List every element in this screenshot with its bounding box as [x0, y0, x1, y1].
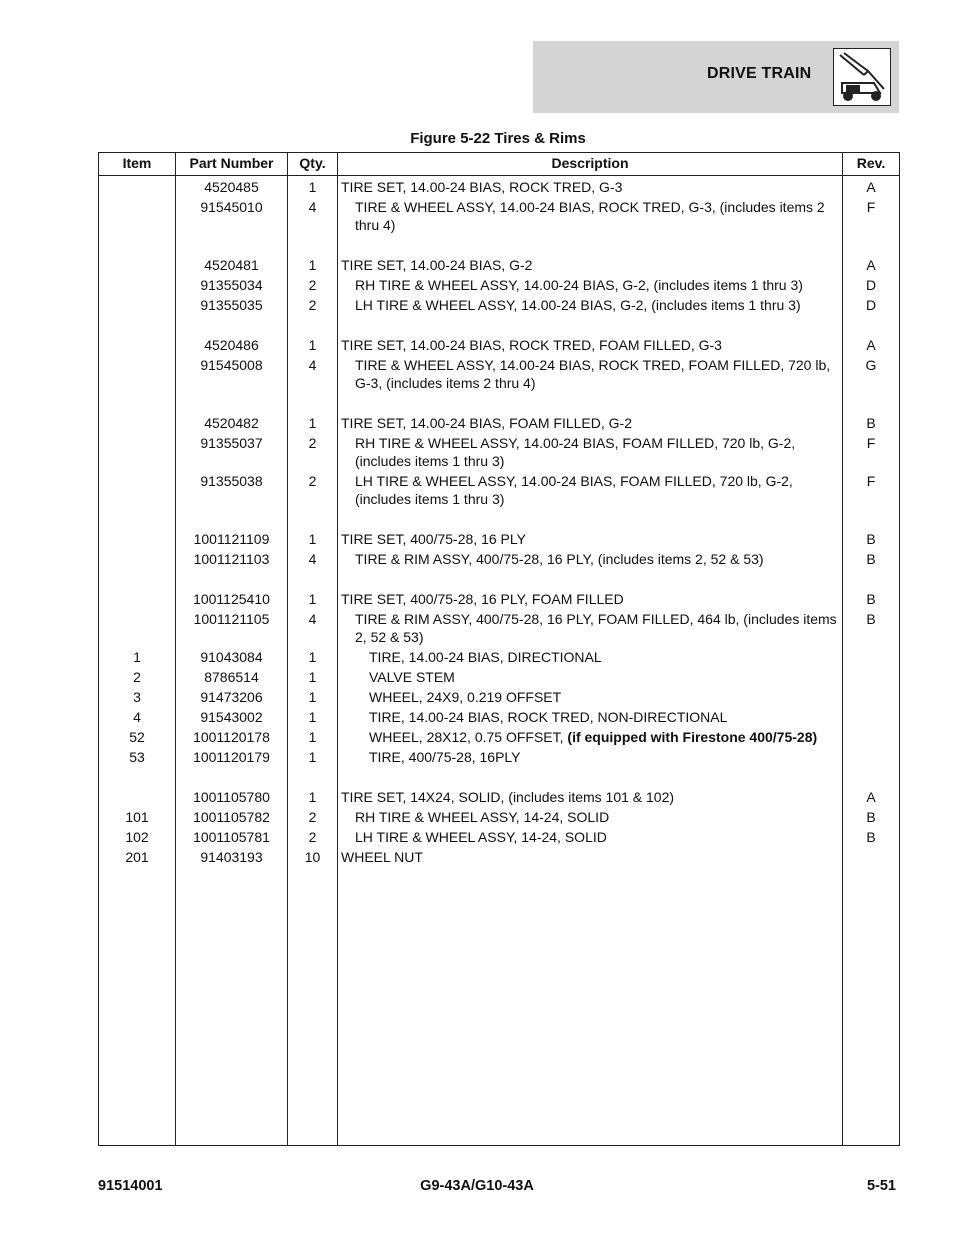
- part-number-cell: 4520486: [204, 337, 259, 353]
- row-spacer: [288, 571, 337, 591]
- description-cell: LH TIRE & WHEEL ASSY, 14-24, SOLID: [355, 829, 607, 845]
- qty-cell: 1: [308, 729, 317, 745]
- description-column: [338, 176, 843, 1146]
- qty-cell: 1: [308, 179, 317, 195]
- description-cell: RH TIRE & WHEEL ASSY, 14-24, SOLID: [355, 809, 610, 825]
- row-spacer: [99, 317, 175, 337]
- qty-cell: 1: [308, 531, 317, 547]
- row-spacer: [338, 317, 842, 337]
- qty-cell: 2: [308, 297, 317, 313]
- description-cell: TIRE & WHEEL ASSY, 14.00-24 BIAS, ROCK TRED, FOAM FILLED, 720 lb, G-3, (includes items 2 thru 4): [355, 357, 831, 391]
- part-number-cell: 4520481: [204, 257, 259, 273]
- description-cell: TIRE & RIM ASSY, 400/75-28, 16 PLY, FOAM FILLED, 464 lb, (includes items 2, 52 & 53): [355, 611, 837, 645]
- part-number-cell: 4520485: [204, 179, 259, 195]
- row-spacer: [176, 511, 287, 531]
- item-cell: 3: [133, 689, 141, 705]
- row-spacer: [338, 237, 842, 257]
- description-cell: TIRE SET, 14X24, SOLID, (includes items 101 & 102): [341, 789, 675, 805]
- row-spacer: [176, 769, 287, 789]
- part-number-cell: 91355037: [200, 435, 263, 451]
- rev-column: [843, 176, 900, 1146]
- item-cell: [99, 473, 175, 511]
- qty-cell: 10: [304, 849, 321, 865]
- qty-cell: 4: [308, 551, 317, 567]
- part-number-cell: 1001105780: [193, 789, 270, 805]
- part-number-cell: 91355038: [200, 473, 263, 489]
- row-spacer: [288, 511, 337, 531]
- column-header-item: Item: [99, 153, 176, 176]
- part-number-cell: 1001120179: [193, 749, 270, 765]
- part-number-cell: 1001125410: [193, 591, 270, 607]
- rev-cell: D: [865, 297, 877, 313]
- forklift-icon: [833, 48, 891, 106]
- item-cell: 2: [133, 669, 141, 685]
- item-cell: 201: [125, 849, 149, 865]
- row-spacer: [176, 237, 287, 257]
- part-number-cell: 91545010: [200, 199, 263, 215]
- row-spacer: [176, 571, 287, 591]
- description-cell: TIRE SET, 14.00-24 BIAS, ROCK TRED, G-3: [341, 179, 623, 195]
- description-cell: WHEEL, 24X9, 0.219 OFFSET: [369, 689, 562, 705]
- rev-cell: A: [866, 789, 876, 805]
- description-cell: TIRE SET, 14.00-24 BIAS, G-2: [341, 257, 533, 273]
- row-spacer: [338, 511, 842, 531]
- rev-cell: B: [866, 611, 876, 627]
- rev-cell: [843, 689, 899, 709]
- item-cell: [99, 337, 175, 357]
- description-cell: TIRE & WHEEL ASSY, 14.00-24 BIAS, ROCK TRED, G-3, (includes items 2 thru 4): [355, 199, 825, 233]
- item-cell: [99, 357, 175, 395]
- description-cell: TIRE SET, 14.00-24 BIAS, ROCK TRED, FOAM FILLED, G-3: [341, 337, 722, 353]
- item-cell: [99, 611, 175, 649]
- qty-cell: 1: [308, 749, 317, 765]
- part-number-cell: 1001120178: [193, 729, 270, 745]
- item-column: [99, 176, 176, 1146]
- part-number-column: [176, 176, 288, 1146]
- qty-cell: 1: [308, 689, 317, 705]
- rev-cell: F: [866, 199, 876, 215]
- item-cell: [99, 199, 175, 237]
- row-spacer: [288, 769, 337, 789]
- rev-cell: [843, 669, 899, 689]
- item-cell: [99, 179, 175, 199]
- rev-cell: G: [865, 357, 877, 373]
- column-header-description: Description: [338, 153, 843, 176]
- qty-cell: 1: [308, 337, 317, 353]
- qty-cell: 1: [308, 257, 317, 273]
- rev-cell: [843, 849, 899, 869]
- rev-cell: [843, 649, 899, 669]
- row-spacer: [288, 395, 337, 415]
- description-cell: TIRE, 14.00-24 BIAS, ROCK TRED, NON-DIRECTIONAL: [369, 709, 728, 725]
- part-number-cell: 1001105781: [193, 829, 270, 845]
- row-spacer: [99, 237, 175, 257]
- figure-title: Figure 5-22 Tires & Rims: [410, 130, 586, 147]
- part-number-cell: 91403193: [200, 849, 263, 865]
- item-cell: 101: [125, 809, 149, 825]
- row-spacer: [843, 511, 899, 531]
- row-spacer: [99, 511, 175, 531]
- row-spacer: [288, 237, 337, 257]
- rev-cell: A: [866, 179, 876, 195]
- column-header-part-number: Part Number: [176, 153, 288, 176]
- item-cell: 52: [129, 729, 145, 745]
- qty-cell: 1: [308, 789, 317, 805]
- rev-cell: D: [865, 277, 877, 293]
- table-header-row: [99, 153, 900, 176]
- description-cell: TIRE SET, 400/75-28, 16 PLY: [341, 531, 526, 547]
- row-spacer: [288, 317, 337, 337]
- qty-cell: 1: [308, 669, 317, 685]
- rev-cell: B: [866, 551, 876, 567]
- description-cell: RH TIRE & WHEEL ASSY, 14.00-24 BIAS, G-2, (includes items 1 thru 3): [355, 277, 803, 293]
- part-number-cell: 1001121103: [193, 551, 270, 567]
- item-cell: [99, 435, 175, 473]
- qty-cell: 1: [308, 591, 317, 607]
- row-spacer: [843, 237, 899, 257]
- rev-cell: [843, 729, 899, 749]
- rev-cell: [843, 749, 899, 769]
- item-cell: 4: [133, 709, 141, 725]
- qty-cell: 1: [308, 649, 317, 665]
- description-cell: TIRE, 14.00-24 BIAS, DIRECTIONAL: [369, 649, 602, 665]
- row-spacer: [99, 395, 175, 415]
- footer-part-number: 91514001: [98, 1178, 163, 1194]
- rev-cell: B: [866, 591, 876, 607]
- item-cell: [99, 789, 175, 809]
- item-cell: [99, 415, 175, 435]
- qty-cell: 2: [308, 277, 317, 293]
- rev-cell: A: [866, 337, 876, 353]
- qty-cell: 2: [308, 435, 317, 451]
- description-cell: VALVE STEM: [369, 669, 455, 685]
- row-spacer: [843, 571, 899, 591]
- row-spacer: [338, 769, 842, 789]
- rev-cell: A: [866, 257, 876, 273]
- qty-cell: 1: [308, 415, 317, 431]
- part-number-cell: 91355034: [200, 277, 263, 293]
- section-title: DRIVE TRAIN: [707, 65, 812, 82]
- description-cell: LH TIRE & WHEEL ASSY, 14.00-24 BIAS, FOAM FILLED, 720 lb, G-2, (includes items 1 thru 3): [355, 473, 793, 507]
- description-note: (if equipped with Firestone 400/75-28): [567, 729, 818, 745]
- rev-cell: [843, 709, 899, 729]
- row-spacer: [843, 317, 899, 337]
- part-number-cell: 1001121109: [193, 531, 270, 547]
- qty-cell: 4: [308, 611, 317, 627]
- part-number-cell: 91473206: [200, 689, 263, 705]
- table-body: [99, 176, 900, 1146]
- qty-cell: 2: [308, 829, 317, 845]
- part-number-cell: 1001105782: [193, 809, 270, 825]
- part-number-cell: 4520482: [204, 415, 259, 431]
- description-cell: TIRE & RIM ASSY, 400/75-28, 16 PLY, (includes items 2, 52 & 53): [355, 551, 764, 567]
- qty-cell: 1: [308, 709, 317, 725]
- column-header-qty: Qty.: [288, 153, 338, 176]
- row-spacer: [843, 769, 899, 789]
- row-spacer: [338, 395, 842, 415]
- qty-cell: 4: [308, 357, 317, 373]
- description-cell: TIRE, 400/75-28, 16PLY: [369, 749, 521, 765]
- footer-model: G9-43A/G10-43A: [420, 1178, 534, 1194]
- description-cell: LH TIRE & WHEEL ASSY, 14.00-24 BIAS, G-2, (includes items 1 thru 3): [355, 297, 801, 313]
- description-text: WHEEL, 28X12, 0.75 OFFSET,: [369, 729, 568, 745]
- qty-cell: 2: [308, 473, 317, 489]
- description-cell: RH TIRE & WHEEL ASSY, 14.00-24 BIAS, FOAM FILLED, 720 lb, G-2, (includes items 1 thru 3): [355, 435, 796, 469]
- rev-cell: B: [866, 415, 876, 431]
- item-cell: 53: [129, 749, 145, 765]
- item-cell: [99, 257, 175, 277]
- description-cell: [338, 729, 842, 749]
- item-cell: [99, 551, 175, 571]
- description-cell: TIRE SET, 400/75-28, 16 PLY, FOAM FILLED: [341, 591, 624, 607]
- qty-cell: 2: [308, 809, 317, 825]
- description-cell: TIRE SET, 14.00-24 BIAS, FOAM FILLED, G-2: [341, 415, 632, 431]
- row-spacer: [843, 395, 899, 415]
- part-number-cell: 91355035: [200, 297, 263, 313]
- part-number-cell: 1001121105: [193, 611, 270, 627]
- rev-cell: B: [866, 531, 876, 547]
- part-number-cell: 91543002: [200, 709, 263, 725]
- footer-page-number: 5-51: [866, 1178, 896, 1194]
- part-number-cell: 91545008: [200, 357, 263, 373]
- item-cell: 1: [133, 649, 141, 665]
- rev-cell: B: [866, 809, 876, 825]
- row-spacer: [99, 571, 175, 591]
- item-cell: [99, 531, 175, 551]
- description-cell: WHEEL NUT: [341, 849, 423, 865]
- column-header-rev: Rev.: [843, 153, 900, 176]
- part-number-cell: 8786514: [204, 669, 259, 685]
- item-cell: 102: [125, 829, 149, 845]
- part-number-cell: 91043084: [200, 649, 263, 665]
- qty-cell: 4: [308, 199, 317, 215]
- parts-table: [98, 152, 900, 1146]
- item-cell: [99, 297, 175, 317]
- row-spacer: [176, 395, 287, 415]
- item-cell: [99, 591, 175, 611]
- item-cell: [99, 277, 175, 297]
- rev-cell: F: [866, 435, 876, 451]
- row-spacer: [338, 571, 842, 591]
- row-spacer: [176, 317, 287, 337]
- rev-cell: B: [866, 829, 876, 845]
- qty-column: [288, 176, 338, 1146]
- rev-cell: F: [866, 473, 876, 489]
- row-spacer: [99, 769, 175, 789]
